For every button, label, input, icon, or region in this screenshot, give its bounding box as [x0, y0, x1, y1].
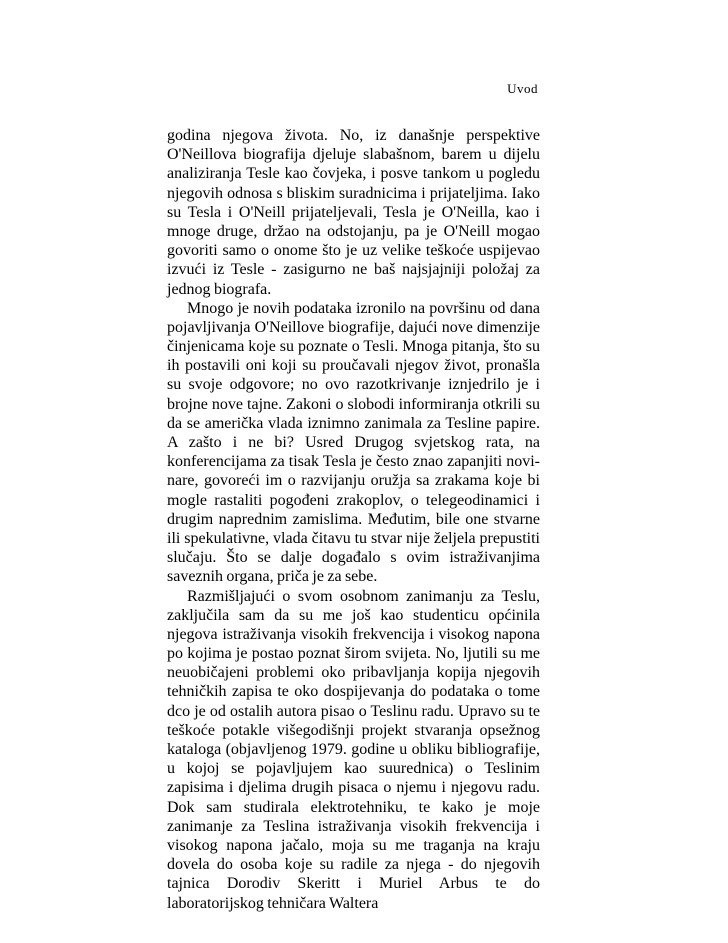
text-line: neuobičajeni problemi oko pribavljanja kopija njegovih: [167, 664, 540, 682]
text-line: tajnica Dorodiv Skeritt i Muriel Arbus te do: [167, 875, 540, 893]
text-line: tehničkih zapisa te oko dospijevanja do podataka o tome: [167, 683, 540, 701]
paragraph: [167, 126, 540, 299]
text-line: brojne nove tajne. Zakoni o slobodi informiranja otkrili su: [167, 395, 540, 413]
text-line: slučaju. Što se dalje događalo s ovim istraživanjima: [167, 549, 540, 567]
text-line: zaključila sam da su me još kao studenticu općinila: [167, 606, 540, 624]
text-line: pojavljivanja O'Neillove biografije, dajući nove dimenzije: [167, 318, 540, 336]
text-line: A zašto i ne bi? Usred Drugog svjetskog rata, na: [167, 434, 540, 451]
text-line: konferencijama za tisak Tesla je često znao zapanjiti novi-: [167, 453, 540, 471]
text-line: drugim naprednim zamislima. Međutim, bile one stvarne: [167, 510, 540, 528]
running-header: Uvod: [507, 81, 538, 96]
text-line: jednog biografa.: [167, 280, 272, 298]
text-line: dovela do osoba koje su radile za njega - do njegovih: [167, 856, 540, 874]
text-line: u kojoj se pojavljujem kao suurednica) o Teslinim: [167, 760, 540, 778]
text-line: saveznih organa, priča je za sebe.: [167, 568, 378, 586]
text-line: su svoje odgovore; no ovo razotkrivanje iznjedrilo je i: [167, 376, 540, 394]
text-line: Razmišljajući o svom osobnom zanimanju za Teslu,: [187, 587, 540, 605]
text-line: ili spekulativne, vlada čitavu tu stvar nije željela prepustiti: [167, 529, 540, 547]
text-line: dco je od ostalih autora pisao o Teslinu radu. Upravo su te: [167, 702, 540, 720]
text-line: kataloga (objavljenog 1979. godine u obliku bibliografije,: [167, 741, 540, 758]
text-line: godina njegova života. No, iz današnje perspektive: [167, 127, 540, 144]
text-line: ih postavili oni koji su proučavali njegov život, pronašla: [167, 357, 540, 375]
text-line: govoriti samo o onome što je uz velike teškoće uspijevao: [167, 242, 540, 260]
text-line: Dok sam studirala elektrotehniku, te kako je moje: [167, 798, 540, 816]
text-line: mogle rastaliti pogođeni zrakoplov, o telegeodinamici i: [167, 491, 540, 509]
text-line: laboratorijskog tehničara Waltera: [167, 894, 379, 912]
text-line: analiziranja Tesle kao čovjeka, i posve tankom u pogledu: [167, 165, 540, 183]
text-line: njegova istraživanja visokih frekvencija i visokog napona: [167, 625, 540, 643]
text-line: teškoće potakle višegodišnji projekt stvaranja opsežnog: [167, 721, 540, 739]
text-line: su Tesla i O'Neill prijateljevali, Tesla je O'Neilla, kao i: [167, 203, 540, 221]
text-line: Mnogo je novih podataka izronilo na površinu od dana: [187, 299, 540, 317]
text-line: zapisima i djelima drugih pisaca o njemu i njegovu radu.: [167, 779, 540, 797]
paragraph: [167, 587, 540, 913]
text-line: po kojima je postao poznat širom svijeta. No, ljutili su me: [167, 645, 540, 663]
text-line: O'Neillova biografija djeluje slabašnom, barem u dijelu: [167, 146, 540, 164]
page-body: [167, 126, 540, 913]
text-line: izvući iz Tesle - zasigurno ne baš najsjajniji položaj za: [167, 261, 540, 279]
text-line: zanimanje za Teslina istraživanja visokih frekvencija i: [167, 817, 540, 835]
text-line: da se američka vlada iznimno zanimala za Tesline papire.: [167, 414, 540, 432]
text-line: mnoge druge, držao na odstojanju, pa je O'Neill mogao: [167, 222, 540, 240]
paragraph: [167, 299, 540, 587]
text-line: činjenicama koje su poznate o Tesli. Mnoga pitanja, što su: [167, 338, 540, 356]
text-line: njegovih odnosa s bliskim suradnicima i prijateljima. Iako: [167, 184, 540, 202]
text-line: nare, govoreći im o razvijanju oružja sa zrakama koje bi: [167, 472, 540, 490]
text-line: visokog napona jačalo, moja su me traganja na kraju: [167, 836, 540, 854]
